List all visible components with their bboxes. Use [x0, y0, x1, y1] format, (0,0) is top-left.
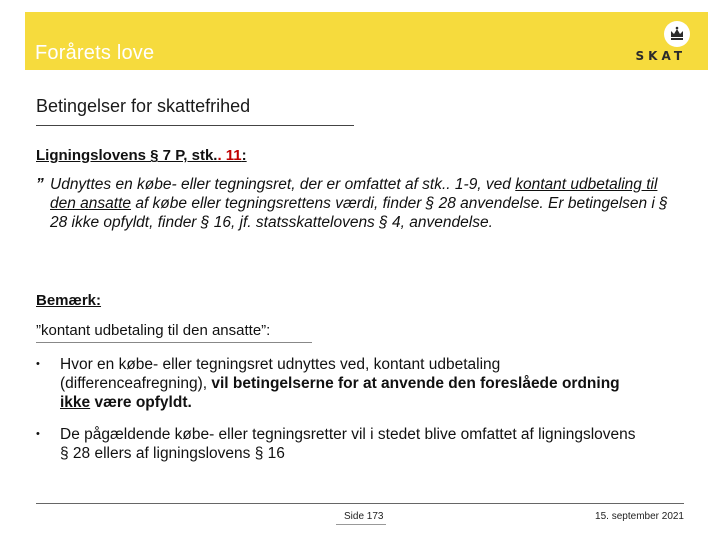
- remark-divider: [36, 342, 312, 343]
- list-item: [36, 425, 646, 463]
- page-number: Side 173: [344, 511, 384, 522]
- reference-prefix: Ligningslovens § 7 P, stk.: [36, 147, 218, 164]
- skat-logo: [614, 20, 686, 66]
- bullet-text: De pågældende købe- eller tegningsretter vil i stedet blive omfattet af ligningslovens § 28 ellers af ligningslovens § 16: [60, 426, 636, 462]
- bullet-bold: vil betingelserne for at anvende den foreslåede ordning: [211, 375, 620, 392]
- logo-wordmark: SKAT: [635, 49, 686, 63]
- footer-date: 15. september 2021: [595, 511, 684, 522]
- list-item: [36, 355, 646, 412]
- quote-mark: ”: [36, 176, 44, 193]
- law-reference: [36, 147, 247, 164]
- law-quote: [36, 175, 686, 232]
- bullet-marker: •: [36, 358, 40, 370]
- slide-subtitle: Betingelser for skattefrihed: [36, 96, 251, 116]
- remark-heading: Bemærk:: [36, 292, 102, 309]
- bullet-plain: Hvor en købe- eller tegningsret udnyttes ved, kontant udbetaling (differenceafregning),: [60, 356, 501, 392]
- remark-subheading: ”kontant udbetaling til den ansatte”:: [36, 322, 271, 339]
- bullet-marker: •: [36, 428, 40, 440]
- reference-highlight: . 11: [217, 147, 242, 164]
- bullet-bold-end: være opfyldt.: [90, 394, 192, 411]
- reference-suffix: :: [241, 147, 247, 164]
- crown-icon: [664, 21, 690, 47]
- quote-part-1: Udnyttes en købe- eller tegningsret, der er omfattet af stk.. 1-9, ved: [50, 176, 516, 193]
- quote-text: [50, 175, 686, 232]
- quote-part-2: af købe eller tegningsrettens værdi, finder § 28 anvendelse. Er betingelsen i § 28 ikke opfyldt, finder § 16, jf. statsskattelovens § 4, anvendelse.: [50, 195, 668, 231]
- bullet-bold-underlined: ikke: [60, 394, 91, 411]
- header-banner: [25, 12, 708, 70]
- page-number-underline: [336, 524, 386, 525]
- subtitle-divider: [36, 125, 354, 126]
- quote-underlined: kontant udbetaling til den ansatte: [50, 176, 658, 212]
- presentation-title: Forårets love: [35, 42, 155, 64]
- bullet-text: [60, 355, 646, 412]
- footer-divider: [36, 503, 684, 504]
